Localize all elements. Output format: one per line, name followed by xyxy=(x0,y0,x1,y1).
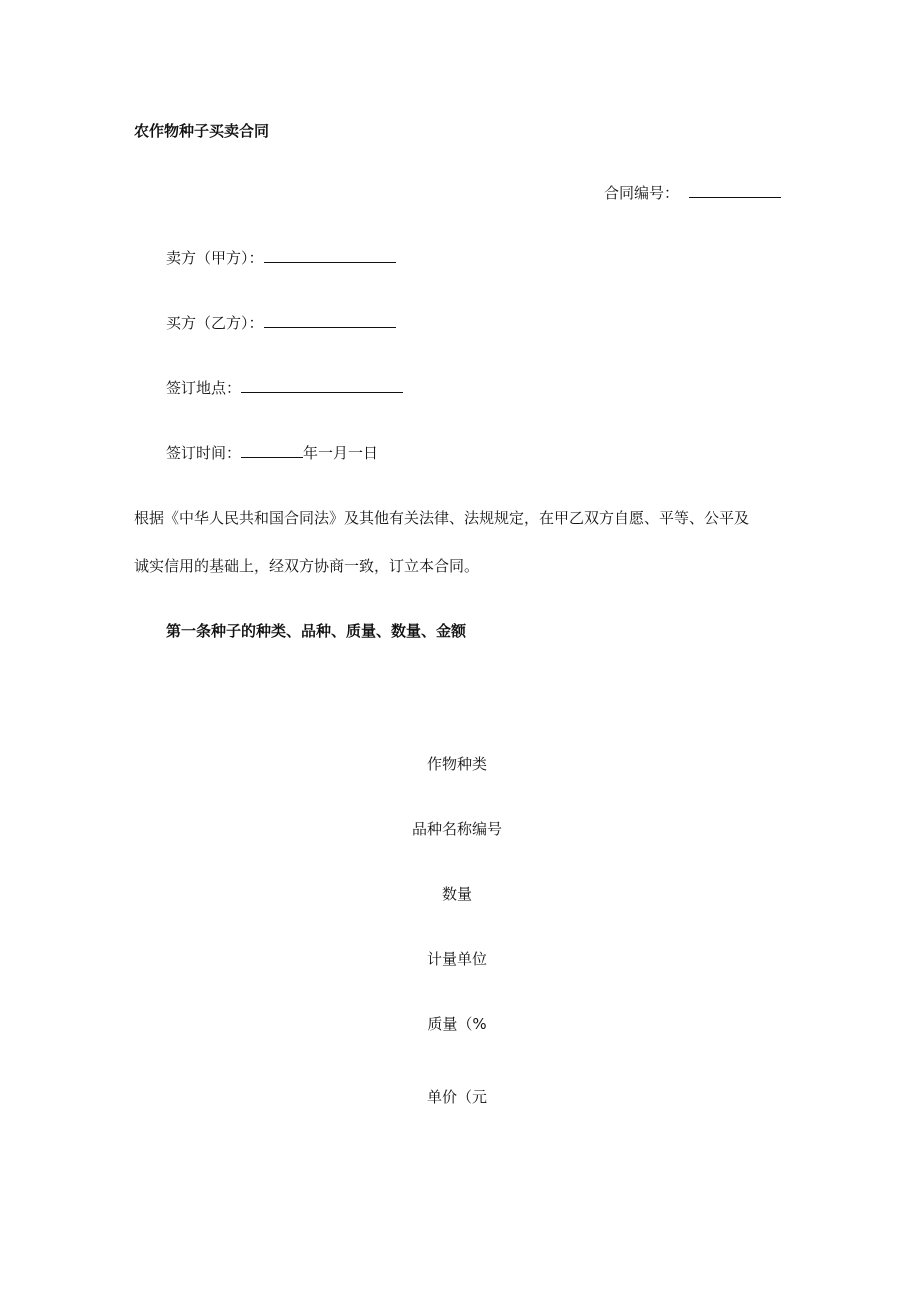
buyer-blank xyxy=(264,312,396,328)
article-1-heading: 第一条种子的种类、品种、质量、数量、金额 xyxy=(166,622,467,640)
table-header-quantity: 数量 xyxy=(441,885,472,903)
sign-time-blank xyxy=(241,442,303,458)
contract-number-line xyxy=(604,182,781,203)
sign-place-line xyxy=(166,377,403,398)
sign-place-blank xyxy=(241,377,403,393)
preamble-line-2: 诚实信用的基础上，经双方协商一致，订立本合同。 xyxy=(134,557,480,575)
seller-blank xyxy=(264,247,396,263)
table-header-quality: 质量（% xyxy=(427,1015,487,1033)
buyer-line xyxy=(166,312,396,333)
seller-line xyxy=(166,247,396,268)
seller-label: 卖方（甲方）： xyxy=(166,249,264,267)
table-header-unit-price: 单价（元 xyxy=(426,1088,487,1106)
buyer-label: 买方（乙方）： xyxy=(166,314,264,332)
table-header-unit: 计量单位 xyxy=(426,950,487,968)
document-title: 农作物种子买卖合同 xyxy=(134,122,270,140)
contract-number-label: 合同编号： xyxy=(603,184,679,202)
sign-place-label: 签订地点： xyxy=(166,379,242,397)
sign-time-label: 签订时间： xyxy=(166,444,242,462)
table-header-variety-name: 品种名称编号 xyxy=(411,820,502,838)
contract-number-blank xyxy=(689,182,781,198)
preamble-line-1: 根据《中华人民共和国合同法》及其他有关法律、法规规定，在甲乙双方自愿、平等、公平及 xyxy=(134,509,750,527)
sign-time-suffix: 年一月一日 xyxy=(303,444,379,462)
table-header-crop-type: 作物种类 xyxy=(426,755,487,773)
sign-time-line xyxy=(166,442,378,463)
